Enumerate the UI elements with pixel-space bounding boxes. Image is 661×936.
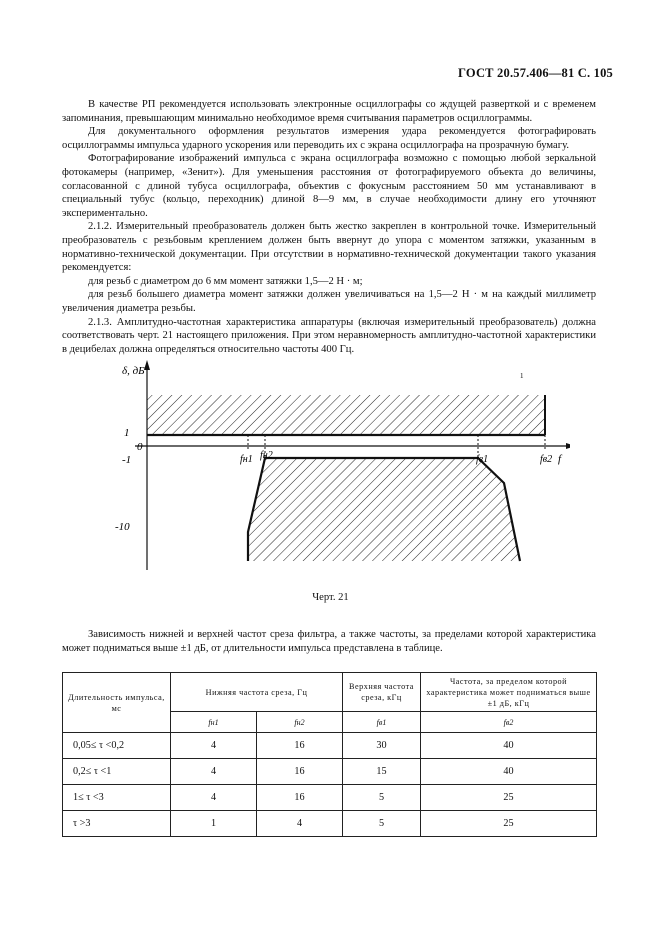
table-row	[63, 759, 597, 785]
header-duration: Длительность импульса, мс	[63, 673, 171, 733]
cell-fv2: 40	[421, 759, 597, 785]
cell-duration: 0,05≤ τ <0,2	[63, 733, 171, 759]
figure-caption: Черт. 21	[312, 592, 349, 603]
cell-fn2: 16	[257, 733, 343, 759]
frequency-response-figure	[100, 338, 570, 578]
cell-fn1: 1	[171, 811, 257, 837]
cutoff-frequency-table	[62, 672, 597, 837]
cell-fv1: 30	[343, 733, 421, 759]
cell-fv2: 25	[421, 785, 597, 811]
upper-forbidden-band	[147, 395, 545, 435]
x-axis-arrow	[566, 443, 570, 449]
header-upper-cutoff: Верхняя частота среза, кГц	[343, 673, 421, 712]
cell-duration: τ >3	[63, 811, 171, 837]
x-tick-fv2: fв2	[540, 454, 553, 465]
cell-fv1: 5	[343, 785, 421, 811]
table-row	[63, 785, 597, 811]
cell-fn2: 16	[257, 785, 343, 811]
subheader-fn1: fн1	[171, 712, 257, 733]
table-intro	[62, 628, 596, 655]
frequency-response-diagram	[100, 338, 570, 578]
subheader-fn2: fн2	[257, 712, 343, 733]
y-tick-1: 1	[124, 427, 130, 439]
y-tick-minus-1: -1	[122, 454, 132, 466]
table-row	[63, 811, 597, 837]
cell-duration: 1≤ τ <3	[63, 785, 171, 811]
table-row	[63, 733, 597, 759]
x-tick-fv1: fв1	[476, 454, 489, 465]
paragraph: для резьб с диаметром до 6 мм момент затяжки 1,5—2 Н · м;	[88, 275, 363, 287]
paragraph: Фотографирование изображений импульса с экрана осциллографа возможно с помощью любой зеркальной фотокамеры (например, «Зенит»). Для уменьшения расстояния от фотографируемого объекта до величины, согласованной с длиной тубуса осциллографа, объектив с фокусным расстоянием 50 мм устанавливают в специальный тубус (кольцо, переходник) длиной 8—9 мм, в случае необходимости длину его уточняют экспериментально.	[62, 153, 596, 219]
y-tick-0: 0	[137, 441, 143, 453]
cell-fv1: 5	[343, 811, 421, 837]
paragraph: 2.1.2. Измерительный преобразователь должен быть жестко закреплен в контрольной точке. Измерительный преобразователь с резьбовым креплением должен быть ввернут до упора с моментом затяжки, указанным в нормативно-технической документации. При отсутствии в нормативно-технической документации такого указания рекомендуется:	[62, 221, 596, 274]
cell-fn1: 4	[171, 759, 257, 785]
x-tick-fn2: fн2	[260, 450, 273, 461]
cell-fv2: 40	[421, 733, 597, 759]
cell-fn2: 4	[257, 811, 343, 837]
cell-fv1: 15	[343, 759, 421, 785]
y-axis-arrow	[144, 360, 150, 370]
body-text	[62, 98, 596, 356]
paragraph: 2.1.3. Амплитудно-частотная характеристика аппаратуры (включая измерительный преобразователь) должна соответствовать черт. 21 настоящего приложения. При этом неравномерность амплитудно-частотной характеристики в децибелах должна определяться относительно частоты 400 Гц.	[62, 316, 596, 355]
page-header: ГОСТ 20.57.406—81 С. 105	[458, 66, 613, 80]
paragraph: В качестве РП рекомендуется использовать электронные осциллографы со ждущей разверткой и с временем запоминания, превышающим минимально необходимое время считывания параметров осциллограммы.	[62, 99, 596, 124]
table-header-row	[63, 673, 597, 712]
paragraph: для резьб большего диаметра момент затяжки должен увеличиваться на 1,5—2 Н · м на каждый миллиметр увеличения диаметра резьбы.	[62, 289, 596, 314]
y-axis-label: δ, дБ	[122, 365, 145, 377]
y-tick-minus-10: -10	[115, 521, 130, 533]
cell-fn1: 4	[171, 785, 257, 811]
header-beyond-frequency: Частота, за пределом которой характеристика может подниматься выше ±1 дБ, кГц	[421, 673, 597, 712]
cell-fn1: 4	[171, 733, 257, 759]
corner-tick-mark: 1	[520, 372, 524, 380]
x-axis-label: f	[558, 453, 562, 465]
subheader-fv1: fв1	[343, 712, 421, 733]
cell-duration: 0,2≤ τ <1	[63, 759, 171, 785]
paragraph: Для документального оформления результатов измерения удара рекомендуется фотографировать осциллограммы импульса ударного ускорения или переводить их с экрана осциллографа на прозрачную бумагу.	[62, 126, 596, 151]
paragraph: Зависимость нижней и верхней частот среза фильтра, а также частоты, за пределами которой характеристика может подниматься выше ±1 дБ, от длительности импульса представлена в таблице.	[62, 629, 596, 654]
x-tick-fn1: fн1	[240, 454, 253, 465]
cell-fn2: 16	[257, 759, 343, 785]
header-lower-cutoff: Нижняя частота среза, Гц	[171, 673, 343, 712]
subheader-fv2: fв2	[421, 712, 597, 733]
cell-fv2: 25	[421, 811, 597, 837]
lower-forbidden-region	[248, 458, 520, 561]
